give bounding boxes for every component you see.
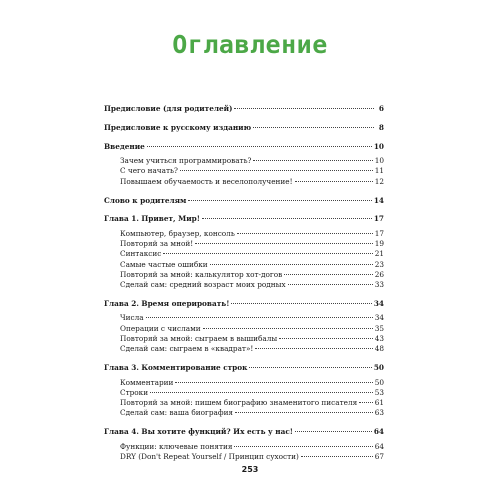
- toc-entry-page: 63: [374, 408, 384, 418]
- toc-entry-label: Самые частые ошибки: [120, 259, 208, 269]
- toc-subentry[interactable]: [104, 408, 384, 418]
- toc-entry-label: Введение: [104, 141, 145, 151]
- toc-entry-label: Повторяй за мной: сыграем в вышибалы: [120, 334, 278, 344]
- toc-subentry[interactable]: [104, 239, 384, 249]
- toc-subentry[interactable]: [104, 442, 384, 452]
- toc-chapter-entry[interactable]: [104, 196, 384, 206]
- dot-leader: [249, 366, 371, 368]
- toc-entry-page: 10: [374, 156, 384, 166]
- dot-leader: [255, 347, 372, 349]
- dot-leader: [146, 316, 373, 318]
- toc-entry-label: Компьютер, браузер, консоль: [120, 228, 235, 238]
- dot-leader: [150, 391, 373, 393]
- toc-entry-label: Предисловие (для родителей): [104, 104, 233, 113]
- toc-chapter-entry[interactable]: [104, 123, 384, 133]
- toc-entry-page: 14: [373, 195, 384, 205]
- toc-entry-page: 61: [374, 398, 384, 408]
- toc-chapter-entry[interactable]: [104, 104, 384, 114]
- dot-leader: [253, 159, 372, 161]
- toc-entry-page: 6: [378, 104, 384, 113]
- dot-leader: [210, 263, 373, 265]
- dot-leader: [295, 430, 372, 432]
- toc-entry-page: 33: [374, 280, 384, 290]
- toc-chapter-entry[interactable]: [104, 427, 384, 437]
- toc-entry-page: 67: [374, 451, 384, 461]
- section-gap: [104, 206, 384, 215]
- toc-subentry[interactable]: [104, 177, 384, 187]
- dot-leader: [163, 252, 372, 254]
- toc-entry-label: Функции: ключевые понятия: [120, 441, 233, 451]
- toc-chapter-entry[interactable]: [104, 142, 384, 152]
- toc-entry-label: Сделай сам: ваша биография: [120, 408, 234, 418]
- dot-leader: [253, 126, 374, 128]
- toc-entry-label: Повторяй за мной: калькулятор хот-догов: [120, 269, 283, 279]
- toc-subentry[interactable]: [104, 324, 384, 334]
- toc-entry-label: Синтаксис: [120, 249, 162, 259]
- toc-entry-page: 50: [374, 377, 384, 387]
- toc-entry-label: Повышаем обучаемость и веселополучение!: [120, 176, 293, 186]
- page-title: Оглавление: [172, 30, 328, 59]
- section-gap: [104, 133, 384, 142]
- toc-entry-page: 26: [374, 269, 384, 279]
- toc-chapter-entry[interactable]: [104, 299, 384, 309]
- dot-leader: [295, 180, 373, 182]
- toc-entry-page: 34: [373, 299, 384, 309]
- dot-leader: [288, 283, 373, 285]
- dot-leader: [195, 242, 373, 244]
- toc-subentry[interactable]: [104, 378, 384, 388]
- dot-leader: [301, 455, 373, 457]
- toc-entry-label: Глава 3. Комментирование строк: [104, 363, 248, 373]
- toc-entry-label: Комментарии: [120, 377, 174, 387]
- dot-leader: [234, 445, 372, 447]
- toc-entry-page: 11: [374, 166, 384, 176]
- toc-entry-label: Сделай сам: средний возраст моих родных: [120, 280, 286, 290]
- toc-entry-label: Операции с числами: [120, 323, 201, 333]
- toc-entry-label: Строки: [120, 387, 149, 397]
- section-gap: [104, 187, 384, 196]
- dot-leader: [175, 381, 372, 383]
- dot-leader: [279, 337, 372, 339]
- section-gap: [104, 355, 384, 364]
- toc-subentry[interactable]: [104, 398, 384, 408]
- toc-entry-page: 12: [374, 176, 384, 186]
- toc-chapter-entry[interactable]: [104, 214, 384, 224]
- dot-leader: [359, 401, 373, 403]
- toc-entry-label: Повторяй за мной: пишем биографию знаменитого писателя: [120, 398, 358, 408]
- toc-subentry[interactable]: [104, 388, 384, 398]
- toc-entry-page: 10: [373, 141, 384, 151]
- toc-entry-page: 50: [373, 363, 384, 373]
- toc-entry-label: Числа: [120, 313, 144, 323]
- toc-entry-label: DRY (Don't Repeat Yourself / Принцип сухости): [120, 451, 299, 461]
- toc-subentry[interactable]: [104, 344, 384, 354]
- dot-leader: [202, 217, 372, 219]
- toc-entry-label: Глава 2. Время оперировать!: [104, 299, 230, 309]
- dot-leader: [234, 107, 374, 109]
- toc-subentry[interactable]: [104, 313, 384, 323]
- toc-entry-label: Предисловие к русскому изданию: [104, 122, 252, 132]
- toc-entry-label: Зачем учиться программировать?: [120, 156, 252, 166]
- toc-entry-page: 48: [374, 344, 384, 354]
- toc-entry-page: 23: [374, 259, 384, 269]
- toc-subentry[interactable]: [104, 270, 384, 280]
- toc-entry-label: С чего начать?: [120, 166, 178, 176]
- dot-leader: [188, 199, 371, 201]
- toc-entry-page: 17: [373, 214, 384, 224]
- dot-leader: [235, 411, 373, 413]
- toc-entry-page: 35: [374, 323, 384, 333]
- toc-entry-page: 21: [374, 249, 384, 259]
- dot-leader: [231, 302, 371, 304]
- dot-leader: [147, 145, 372, 147]
- toc-entry-label: Глава 4. Вы хотите функций? Их есть у нас!: [104, 427, 293, 437]
- toc-subentry[interactable]: [104, 280, 384, 290]
- dot-leader: [237, 232, 373, 234]
- toc-entry-page: 8: [378, 122, 384, 132]
- toc-entry-page: 34: [374, 313, 384, 323]
- toc-entry-page: 17: [374, 228, 384, 238]
- toc-entry-label: Повторяй за мной!: [120, 239, 194, 249]
- table-of-contents: [104, 104, 384, 462]
- section-gap: [104, 114, 384, 123]
- toc-subentry[interactable]: [104, 229, 384, 239]
- dot-leader: [180, 169, 373, 171]
- toc-entry-page: 64: [373, 427, 384, 437]
- toc-subentry[interactable]: [104, 166, 384, 176]
- toc-entry-page: 19: [374, 239, 384, 249]
- toc-chapter-entry[interactable]: [104, 363, 384, 373]
- toc-entry-page: 53: [374, 387, 384, 397]
- toc-entry-label: Слово к родителям: [104, 195, 187, 205]
- toc-subentry[interactable]: [104, 334, 384, 344]
- toc-entry-page: 43: [374, 334, 384, 344]
- toc-entry-label: Глава 1. Привет, Мир!: [104, 214, 200, 224]
- section-gap: [104, 419, 384, 428]
- toc-subentry[interactable]: [104, 260, 384, 270]
- toc-entry-label: Сделай сам: сыграем в «квадрат»!: [120, 344, 254, 354]
- dot-leader: [203, 327, 373, 329]
- toc-subentry[interactable]: [104, 452, 384, 462]
- page-number: 253: [241, 465, 259, 474]
- toc-entry-page: 64: [374, 441, 384, 451]
- toc-subentry[interactable]: [104, 249, 384, 259]
- dot-leader: [284, 273, 372, 275]
- toc-subentry[interactable]: [104, 156, 384, 166]
- section-gap: [104, 291, 384, 300]
